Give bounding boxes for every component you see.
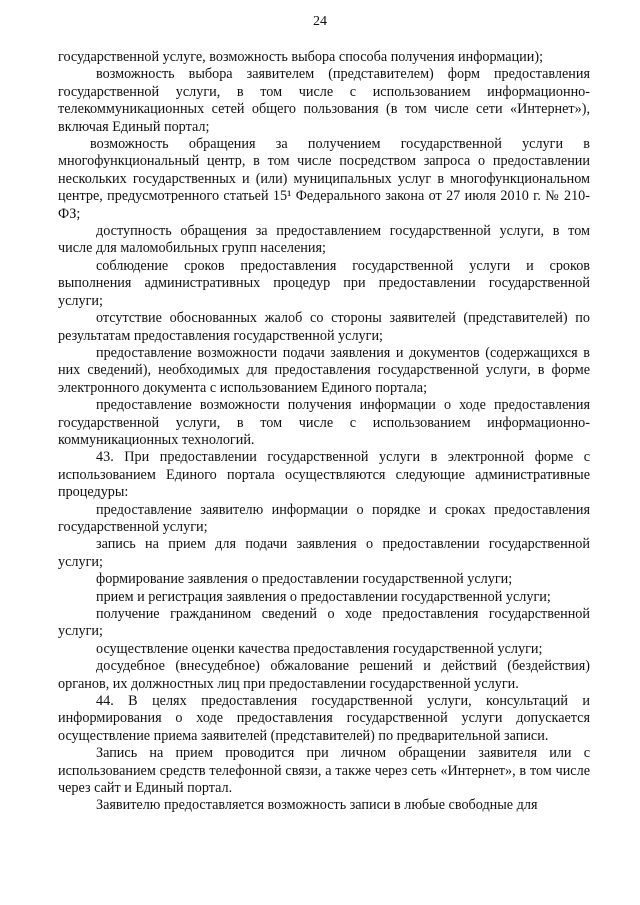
paragraph: прием и регистрация заявления о предоставлении государственной услуги; <box>96 588 551 605</box>
paragraph: предоставление возможности подачи заявления и документов (содержащихся в них сведений), необходимых для предоставления государственной услуги, в форме электронного документа с использованием Единого портала; <box>58 344 590 396</box>
paragraph: предоставление заявителю информации о порядке и сроках предоставления государственной услуги; <box>58 501 590 535</box>
paragraph: формирование заявления о предоставлении государственной услуги; <box>96 571 513 588</box>
paragraph: предоставление возможности получения информации о ходе предоставления государственной услуги, в том числе с использованием информационно-коммуникационных технологий. <box>58 397 590 448</box>
paragraph: Заявителю предоставляется возможность записи в любые свободные для <box>96 797 538 814</box>
paragraph: возможность обращения за получением государственной услуги в многофункциональный центр, в том числе посредством запроса о предоставлении нескольких государственных и (или) муниципальных услуг в многофункциональном центре, предусмотренного статьей 15¹ Федерального закона от 27 июля 2010 г. № 210-ФЗ; <box>58 136 590 222</box>
paragraph: Запись на прием проводится при личном обращении заявителя или с использованием средств телефонной связи, а также через сеть «Интернет», в том числе через сайт и Единый портал. <box>58 745 590 797</box>
paragraph: получение гражданином сведений о ходе предоставления государственной услуги; <box>58 606 590 640</box>
paragraph: осуществление оценки качества предоставления государственной услуги; <box>96 640 543 657</box>
paragraph: возможность выбора заявителем (представителем) форм предоставления государственной услуги, в том числе с использованием информационно-телекоммуникационных сетей общего пользования (в том числе сети «Интернет»), включая Единый портал; <box>58 66 590 135</box>
paragraph: доступность обращения за предоставлением государственной услуги, в том числе для маломобильных групп населения; <box>58 223 590 257</box>
document-body <box>58 49 590 815</box>
page-number: 24 <box>313 14 327 29</box>
paragraph: отсутствие обоснованных жалоб со стороны заявителей (представителей) по результатам предоставления государственной услуги; <box>58 310 590 344</box>
paragraph: 43. При предоставлении государственной услуги в электронной форме с использованием Единого портала осуществляются следующие административные процедуры: <box>58 449 590 501</box>
paragraph: запись на прием для подачи заявления о предоставлении государственной услуги; <box>58 536 590 570</box>
paragraph: досудебное (внесудебное) обжалование решений и действий (бездействия) органов, их должностных лиц при предоставлении государственной услуги. <box>58 658 590 692</box>
paragraph: государственной услуге, возможность выбора способа получения информации); <box>58 49 544 65</box>
paragraph: 44. В целях предоставления государственной услуги, консультаций и информирования о ходе предоставления государственной услуги допускается осуществление приема заявителей (представителей) по предварительной записи. <box>58 693 590 744</box>
paragraph: соблюдение сроков предоставления государственной услуги и сроков выполнения административных процедур при предоставлении государственной услуги; <box>58 257 590 309</box>
